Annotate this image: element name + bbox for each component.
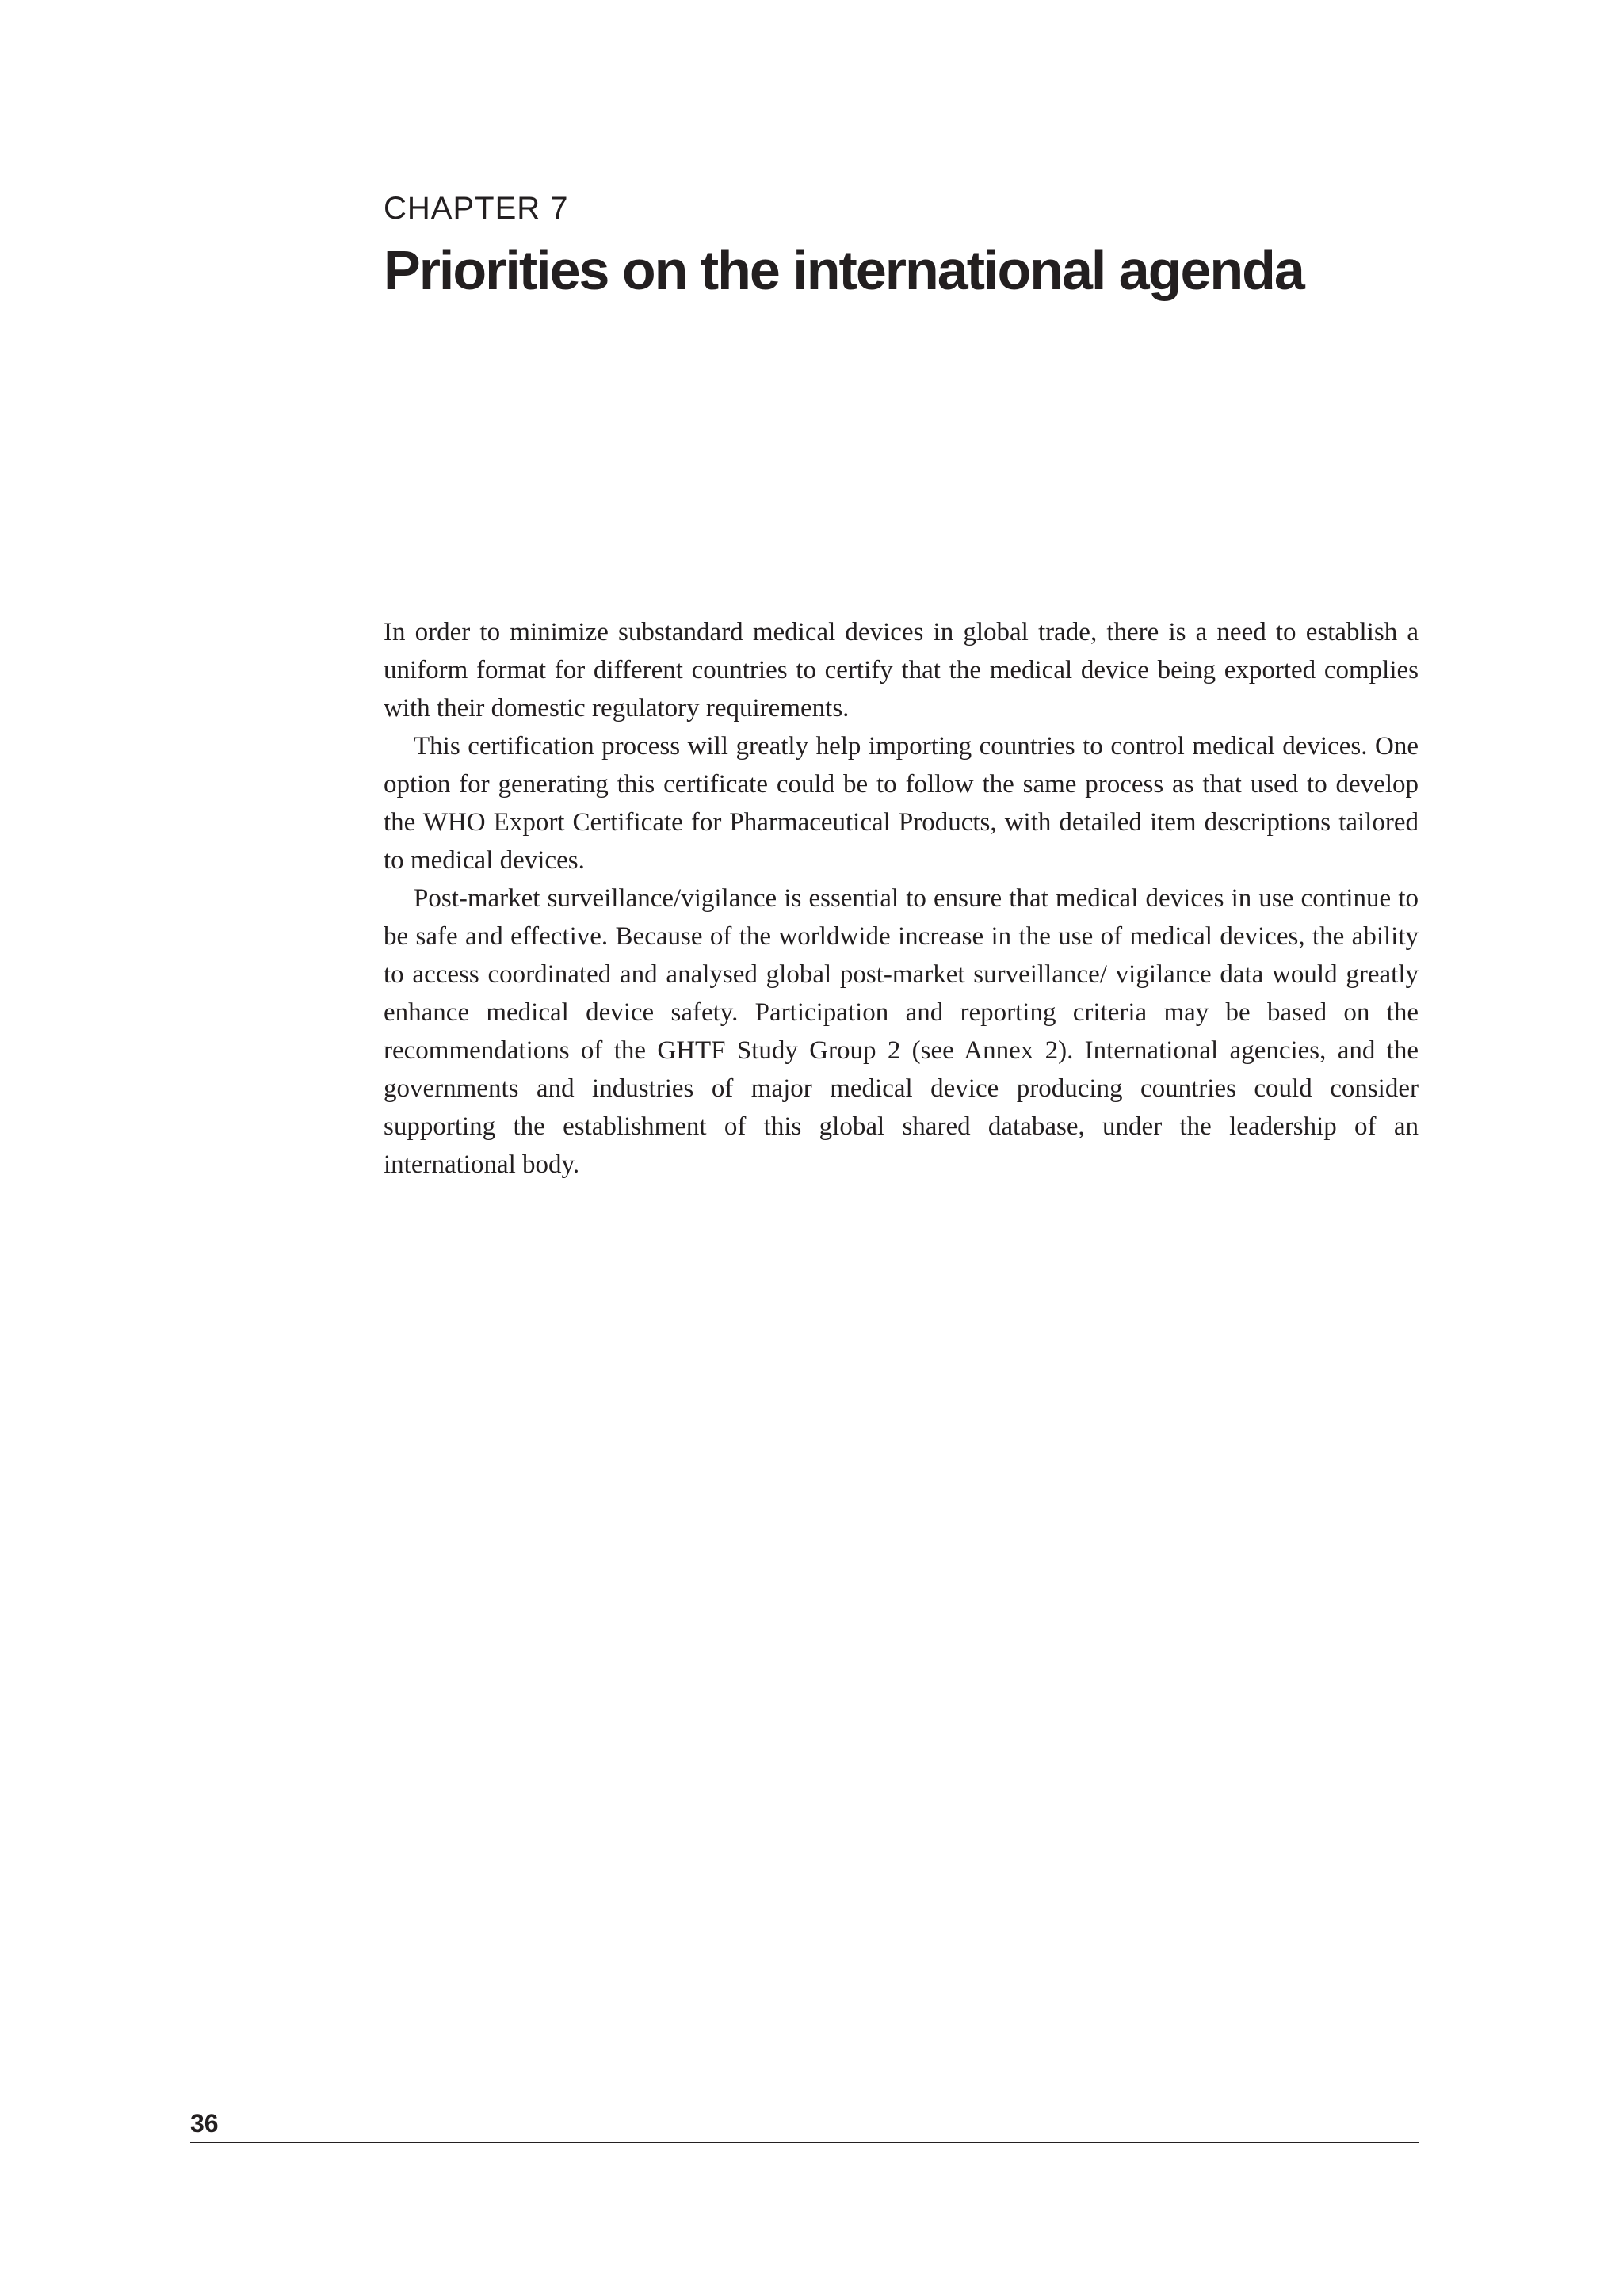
paragraph-2: This certification process will greatly help importing countries to control medical devices. One option for generating this certificate could be to follow the same process as that used to develop the WHO Export Certificate for Pharmaceutical Products, with detailed item descriptions tailored to medical devices. <box>384 732 1419 875</box>
page-number: 36 <box>190 2109 219 2138</box>
footer-rule <box>190 2142 1419 2143</box>
body-text <box>384 613 1419 1184</box>
paragraph-1: In order to minimize substandard medical devices in global trade, there is a need to establish a uniform format for different countries to certify that the medical device being exported complies with their domestic regulatory requirements. <box>384 618 1419 723</box>
chapter-label: CHAPTER 7 <box>384 191 569 226</box>
chapter-title: Priorities on the international agenda <box>384 239 1304 301</box>
paragraph-3: Post-market surveillance/vigilance is essential to ensure that medical devices in use continue to be safe and effective. Because of the worldwide increase in the use of medical devices, the ability to access coordinated and analysed global post-market surveillance/ vigilance data would greatly enhance medical device safety. Participation and reporting criteria may be based on the recommendations of the GHTF Study Group 2 (see Annex 2). International agencies, and the governments and industries of major medical device producing countries could consider supporting the establishment of this global shared database, under the leadership of an international body. <box>384 884 1419 1179</box>
